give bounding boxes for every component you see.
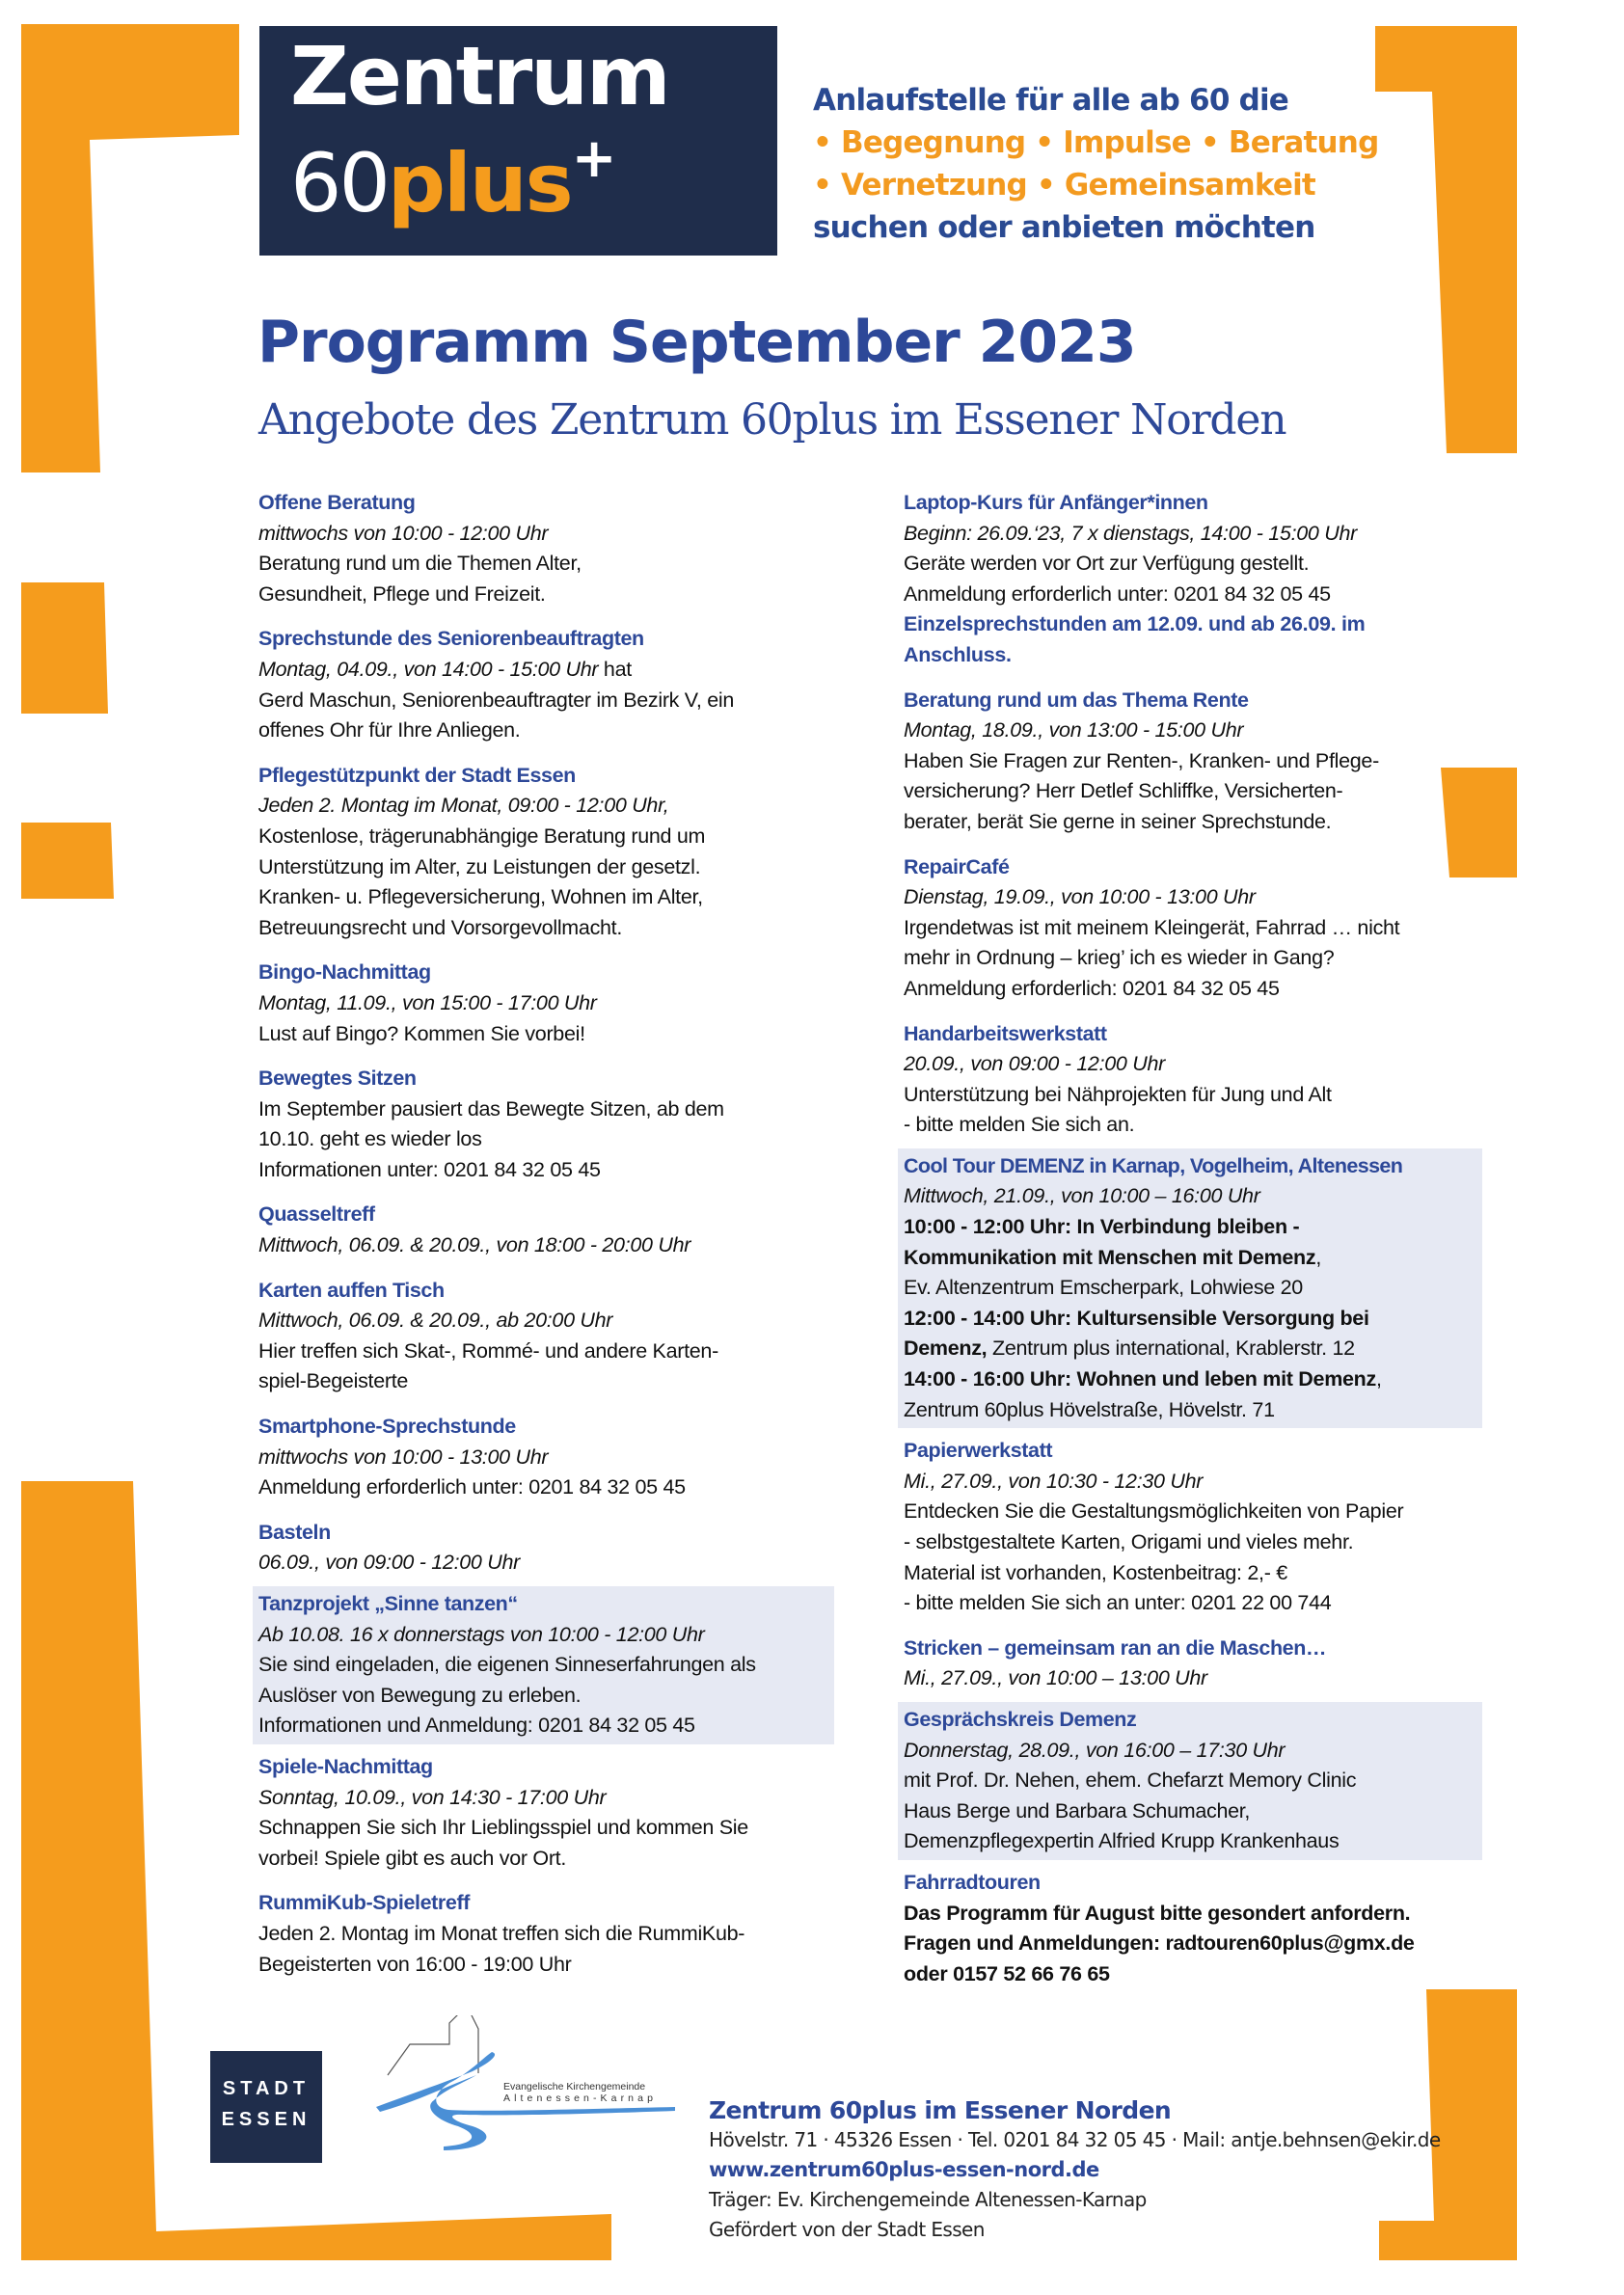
event-text: Haben Sie Fragen zur Renten-, Kranken- und Pflege- [904,748,1379,772]
session-title-cont [904,1243,1476,1274]
event-note: Einzelsprechstunden am 12.09. und ab 26.09. im [904,612,1366,636]
event-bingo-nachmittag [253,958,834,1049]
frame-top-left [21,24,239,472]
event-time: Montag, 11.09., von 15:00 - 17:00 Uhr [258,990,597,1014]
event-title: Tanzprojekt „Sinne tanzen“ [258,1592,518,1615]
event-title: Sprechstunde des Seniorenbeauftragten [258,627,644,651]
event-text: Beratung rund um die Themen Alter, [258,552,582,576]
event-spiele-nachmittag [253,1752,834,1874]
event-title: Smartphone-Sprechstunde [258,1415,516,1439]
event-text: Schnappen Sie sich Ihr Lieblingsspiel und kommen Sie [258,1816,748,1840]
session-title: 12:00 - 14:00 Uhr: Kultursensible Versorgung bei [904,1306,1369,1330]
event-time: Mittwoch, 06.09. & 20.09., ab 20:00 Uhr [258,1309,613,1333]
event-smartphone-sprechstunde [253,1412,834,1503]
event-offene-beratung [253,488,834,609]
event-time: Jeden 2. Montag im Monat, 09:00 - 12:00 Uhr, [258,794,669,818]
event-text: Begeisterten von 16:00 - 19:00 Uhr [258,1952,572,1976]
logo-word-zentrum: Zentrum [290,29,669,123]
event-title: Pflegestützpunkt der Stadt Essen [258,763,576,787]
event-text: Anmeldung erforderlich: 0201 84 32 05 45 [904,976,1280,1000]
event-time-suffix: hat [598,657,632,681]
footer-address: Hövelstr. 71 · 45326 Essen · Tel. 0201 84 32 05 45 · Mail: antje.behnsen@ekir.de [709,2128,1441,2151]
event-time: Mittwoch, 06.09. & 20.09., von 18:00 - 20:00 Uhr [258,1233,691,1257]
event-text: spiel-Begeisterte [258,1369,409,1393]
frame-top-right [1375,26,1517,453]
event-title: Karten auffen Tisch [258,1278,445,1302]
event-title: Fahrradtouren [904,1870,1041,1894]
tagline-line: suchen oder anbieten möchten [813,210,1315,245]
page-title: Programm September 2023 [257,309,1136,376]
program-column-left [253,488,834,1994]
event-text: 10.10. geht es wieder los [258,1127,482,1151]
tagline [813,79,1378,249]
page-subtitle: Angebote des Zentrum 60plus im Essener Norden [258,395,1286,445]
event-bewegtes-sitzen [253,1064,834,1185]
event-text: Auslöser von Bewegung zu erleben. [258,1683,582,1707]
session-title-line [904,1364,1476,1395]
event-title: Bewegtes Sitzen [258,1066,417,1091]
session-title: Kommunikation mit Menschen mit Demenz [904,1245,1316,1269]
event-time: Ab 10.08. 16 x donnerstags von 10:00 - 12:00 Uhr [258,1622,705,1646]
event-title: Stricken – gemeinsam ran an die Maschen… [904,1635,1327,1660]
event-text: Unterstützung im Alter, zu Leistungen der gesetzl. [258,854,701,878]
event-quasseltreff [253,1200,834,1260]
event-text: Geräte werden vor Ort zur Verfügung gestellt. [904,552,1310,576]
frame-left-block-1 [21,582,108,714]
footer-contact [709,2095,1441,2245]
tagline-line: • Vernetzung • Gemeinsamkeit [813,168,1315,202]
church-name-line: Evangelische Kirchengemeinde [503,2081,646,2092]
event-text: Kostenlose, trägerunabhängige Beratung rund um [258,824,706,848]
event-text: Im September pausiert das Bewegte Sitzen, ab dem [258,1096,724,1120]
event-text: offenes Ohr für Ihre Anliegen. [258,718,521,742]
event-title: RepairCafé [904,854,1010,878]
event-time: 06.09., von 09:00 - 12:00 Uhr [258,1551,520,1575]
session-location: Zentrum 60plus Hövelstraße, Hövelstr. 71 [904,1397,1275,1421]
event-time: Donnerstag, 28.09., von 16:00 – 17:30 Uhr [904,1738,1286,1762]
tagline-line: Anlaufstelle für alle ab 60 die [813,83,1289,118]
church-logo-text [503,2081,657,2104]
event-time: Mittwoch, 21.09., von 10:00 – 16:00 Uhr [904,1184,1260,1208]
event-time: Mi., 27.09., von 10:00 – 13:00 Uhr [904,1666,1207,1690]
event-text: Sie sind eingeladen, die eigenen Sinneserfahrungen als [258,1653,756,1677]
event-title: Offene Beratung [258,491,416,514]
event-title: Handarbeitswerkstatt [904,1021,1107,1045]
event-text: Hier treffen sich Skat-, Rommé- und andere Karten- [258,1338,718,1363]
event-time: Beginn: 26.09.‘23, 7 x dienstags, 14:00 - 15:00 Uhr [904,521,1357,545]
event-title: Cool Tour DEMENZ in Karnap, Vogelheim, Altenessen [904,1153,1403,1177]
event-text: Anmeldung erforderlich unter: 0201 84 32 05 45 [904,581,1331,606]
event-title: Beratung rund um das Thema Rente [904,688,1249,712]
event-text: Gesundheit, Pflege und Freizeit. [258,581,546,606]
event-basteln [253,1518,834,1579]
event-text: mehr in Ordnung – krieg’ ich es wieder in Gang? [904,946,1335,970]
session-punct: , [1315,1245,1322,1269]
footer-traeger: Träger: Ev. Kirchengemeinde Altenessen-Karnap [709,2188,1147,2211]
event-time: mittwochs von 10:00 - 12:00 Uhr [258,521,549,545]
event-repaircafe [898,852,1482,1005]
event-time: Montag, 04.09., von 14:00 - 15:00 Uhr [258,657,599,681]
event-text: Haus Berge und Barbara Schumacher, [904,1798,1251,1822]
stadt-essen-line: ESSEN [221,2109,311,2130]
event-text: Gerd Maschun, Seniorenbeauftragter im Bezirk V, ein [258,688,735,712]
event-text: Entdecken Sie die Gestaltungsmöglichkeiten von Papier [904,1499,1404,1524]
event-time: Mi., 27.09., von 10:30 - 12:30 Uhr [904,1469,1204,1493]
event-text: vorbei! Spiele gibt es auch vor Ort. [258,1846,567,1870]
session-location: Zentrum plus international, Krablerstr. 12 [987,1336,1355,1361]
event-laptop-kurs [898,488,1482,671]
event-text: Informationen unter: 0201 84 32 05 45 [258,1157,601,1181]
logo-word-plus: plus [387,136,572,230]
event-sprechstunde-seniorenbeauftragter [253,624,834,745]
event-time-line [258,655,828,686]
event-text: Informationen und Anmeldung: 0201 84 32 05 45 [258,1714,695,1738]
event-pflegestuetzpunkt [253,761,834,944]
event-title: Spiele-Nachmittag [258,1754,433,1778]
event-gespraechskreis-demenz [898,1702,1482,1860]
church-name-line: Altenessen-Karnap [503,2092,658,2104]
event-title: Laptop-Kurs für Anfänger*innen [904,491,1208,514]
session-title: Demenz, [904,1336,988,1361]
event-time: Sonntag, 10.09., von 14:30 - 17:00 Uhr [258,1785,607,1809]
footer-funding: Gefördert von der Stadt Essen [709,2218,985,2241]
tagline-line: • Begegnung • Impulse • Beratung [813,125,1379,160]
event-text: Betreuungsrecht und Vorsorgevollmacht. [258,915,623,939]
event-stricken [898,1634,1482,1694]
event-phone: oder 0157 52 66 76 65 [904,1961,1110,1985]
logo-plus-sign: + [571,127,614,190]
event-time: Montag, 18.09., von 13:00 - 15:00 Uhr [904,718,1244,742]
event-text: - bitte melden Sie sich an. [904,1113,1135,1137]
event-title: Bingo-Nachmittag [258,960,431,985]
event-fahrradtouren [898,1868,1482,1989]
event-text: Lust auf Bingo? Kommen Sie vorbei! [258,1021,585,1045]
event-text: berater, berät Sie gerne in seiner Sprechstunde. [904,809,1332,833]
frame-left-block-2 [21,823,114,899]
event-papierwerkstatt [898,1436,1482,1619]
footer-website-link[interactable]: www.zentrum60plus-essen-nord.de [709,2158,1099,2181]
event-cool-tour-demenz [898,1148,1482,1428]
event-text: versicherung? Herr Detlef Schliffke, Versicherten- [904,779,1343,803]
session-title: 10:00 - 12:00 Uhr: In Verbindung bleiben - [904,1215,1300,1239]
event-text: Unterstützung bei Nähprojekten für Jung und Alt [904,1082,1332,1106]
event-text: Demenzpflegexpertin Alfried Krupp Krankenhaus [904,1829,1340,1853]
event-title: Gesprächskreis Demenz [904,1707,1137,1731]
event-text: Kranken- u. Pflegeversicherung, Wohnen im Alter, [258,885,703,909]
event-text: Das Programm für August bitte gesondert anfordern. [904,1901,1411,1925]
event-text: Material ist vorhanden, Kostenbeitrag: 2,- € [904,1560,1287,1584]
event-text: Anmeldung erforderlich unter: 0201 84 32 05 45 [258,1475,686,1499]
event-contact[interactable]: Fragen und Anmeldungen: radtouren60plus@gmx.de [904,1931,1415,1956]
event-title: Basteln [258,1520,331,1544]
logo-number: 60 [290,136,388,230]
zentrum-60plus-logo [259,26,777,256]
logo-line-60plus [290,127,614,230]
event-karten-auffen-tisch [253,1276,834,1397]
event-time: 20.09., von 09:00 - 12:00 Uhr [904,1052,1165,1076]
stadt-essen-logo [210,2051,322,2163]
event-time: Dienstag, 19.09., von 10:00 - 13:00 Uhr [904,885,1256,909]
program-column-right [898,488,1482,2004]
event-beratung-rente [898,686,1482,838]
event-text: Jeden 2. Montag im Monat treffen sich die RummiKub- [258,1921,745,1945]
event-text: Irgendetwas ist mit meinem Kleingerät, Fahrrad … nicht [904,915,1400,939]
event-note: Anschluss. [904,642,1012,666]
footer-title: Zentrum 60plus im Essener Norden [709,2096,1172,2124]
church-outline-icon [388,2015,478,2075]
event-text: - bitte melden Sie sich an unter: 0201 22 00 744 [904,1591,1332,1615]
event-title: Papierwerkstatt [904,1439,1053,1463]
event-text: - selbstgestaltete Karten, Origami und vieles mehr. [904,1530,1354,1553]
session-title: 14:00 - 16:00 Uhr: Wohnen und leben mit Demenz [904,1367,1376,1391]
session-title-cont [904,1334,1476,1364]
event-handarbeitswerkstatt [898,1019,1482,1141]
event-text: mit Prof. Dr. Nehen, ehem. Chefarzt Memory Clinic [904,1768,1357,1793]
stadt-essen-line: STADT [222,2078,311,2099]
event-tanzprojekt [253,1586,834,1744]
session-punct: , [1375,1367,1382,1391]
event-title: RummiKub-Spieletreff [258,1891,470,1915]
event-time: mittwochs von 10:00 - 13:00 Uhr [258,1444,549,1469]
session-location: Ev. Altenzentrum Emscherpark, Lohwiese 20 [904,1276,1303,1300]
event-title: Quasseltreff [258,1202,375,1227]
event-rummikub-spieletreff [253,1888,834,1980]
